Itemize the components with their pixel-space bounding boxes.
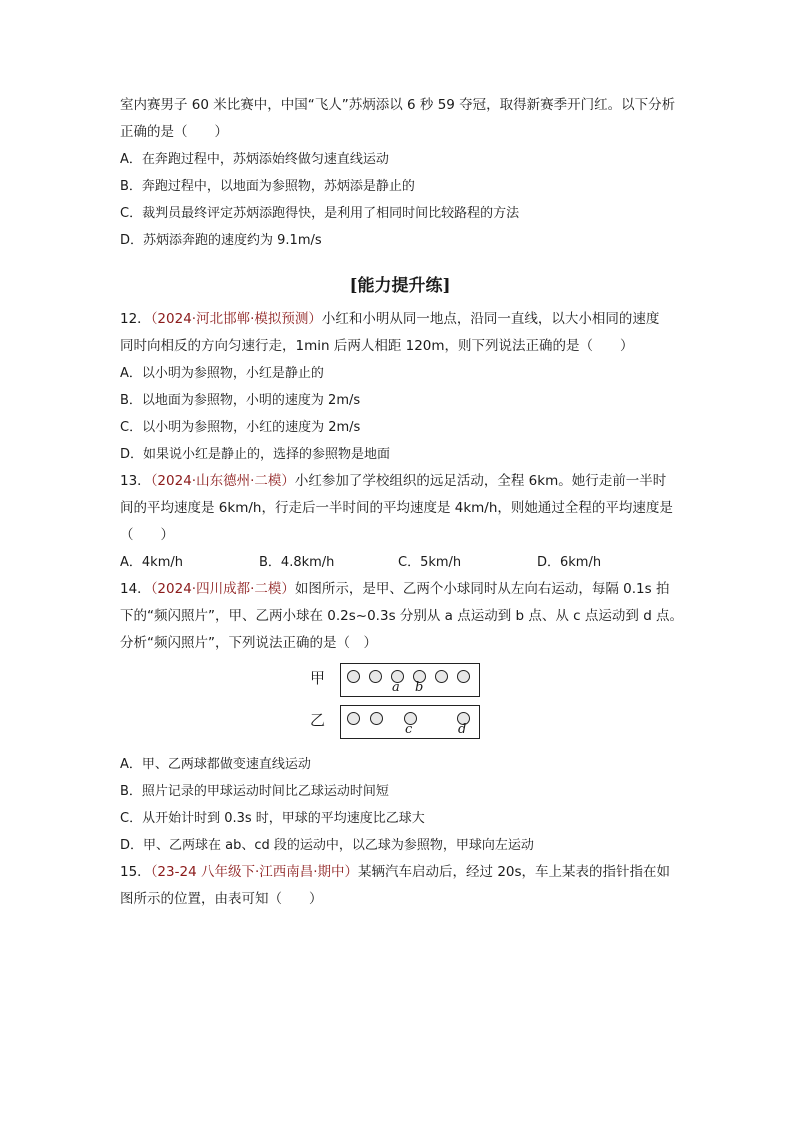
q12-option-a: A．以小明为参照物，小红是静止的 <box>120 366 324 381</box>
row-yi-box <box>340 705 480 739</box>
ball-yi-2 <box>370 712 383 725</box>
q11-option-c: C．裁判员最终评定苏炳添跑得快，是利用了相同时间比较路程的方法 <box>120 206 520 221</box>
point-b-label: b <box>415 680 424 695</box>
q15-number: 15． <box>120 864 151 880</box>
q11-stem-line2: 正确的是（ ） <box>120 124 228 140</box>
q13-option-a: A．4km/h <box>120 555 183 570</box>
q14-option-d: D．甲、乙两球在 ab、cd 段的运动中，以乙球为参照物，甲球向左运动 <box>120 838 534 853</box>
q14-source: （2024·四川成都·二模） <box>150 581 295 597</box>
q12-number: 12． <box>120 311 151 327</box>
q12-source: （2024·河北邯郸·模拟预测） <box>150 311 322 327</box>
q13-option-b: B．4.8km/h <box>259 555 335 570</box>
q13-stem-line3: （ ） <box>120 527 174 543</box>
q14-stem-line1 <box>120 576 680 603</box>
q14-option-c: C．从开始计时到 0.3s 时，甲球的平均速度比乙球大 <box>120 811 425 826</box>
q14-stem-text: 如图所示，是甲、乙两个小球同时从左向右运动，每隔 0.1s 拍 <box>294 581 670 597</box>
ball-jia-5 <box>435 670 448 683</box>
section-title: [能力提升练] <box>349 276 451 296</box>
q11-stem-line1: 室内赛男子 60 米比赛中，中国“飞人”苏炳添以 6 秒 59 夺冠，取得新赛季开门红。以下分析 <box>120 97 676 113</box>
q15-stem-line1 <box>120 859 680 886</box>
q13-stem-text: 小红参加了学校组织的远足活动，全程 6km。她行走前一半时 <box>294 473 667 489</box>
row-jia-box <box>340 663 480 697</box>
q14-stem-line3: 分析“频闪照片”，下列说法正确的是（ ） <box>120 635 377 651</box>
question-12 <box>120 306 680 468</box>
row-jia-label: 甲 <box>310 669 326 687</box>
question-11 <box>120 92 680 254</box>
q13-number: 13． <box>120 473 151 489</box>
q15-source: （23-24 八年级下·江西南昌·期中） <box>150 864 359 880</box>
q12-option-d: D．如果说小红是静止的，选择的参照物是地面 <box>120 447 391 462</box>
point-d-label: d <box>458 722 467 737</box>
q12-option-c: C．以小明为参照物，小红的速度为 2m/s <box>120 420 361 435</box>
q13-option-d: D．6km/h <box>537 555 602 570</box>
worksheet-page <box>120 92 684 913</box>
q13-option-c: C．5km/h <box>398 555 462 570</box>
ball-yi-1 <box>347 712 360 725</box>
point-c-label: c <box>405 722 413 737</box>
strobe-photo-figure <box>120 663 680 749</box>
q12-stem-text: 小红和小明从同一地点，沿同一直线，以大小相同的速度 <box>321 311 660 327</box>
q13-source: （2024·山东德州·二模） <box>150 473 295 489</box>
q14-stem-line2: 下的“频闪照片”，甲、乙两小球在 0.2s~0.3s 分别从 a 点运动到 b 点、从 c 点运动到 d 点。 <box>120 608 684 624</box>
q11-option-a: A．在奔跑过程中，苏炳添始终做匀速直线运动 <box>120 152 389 167</box>
point-a-label: a <box>392 680 400 695</box>
q13-stem-line2: 间的平均速度是 6km/h，行走后一半时间的平均速度是 4km/h，则她通过全程的平均速度是 <box>120 500 673 516</box>
question-14 <box>120 576 684 859</box>
q12-option-b: B．以地面为参照物，小明的速度为 2m/s <box>120 393 361 408</box>
row-yi-label: 乙 <box>310 711 326 729</box>
ball-jia-2 <box>369 670 382 683</box>
q11-option-b: B．奔跑过程中，以地面为参照物，苏炳添是静止的 <box>120 179 415 194</box>
q14-number: 14． <box>120 581 151 597</box>
q14-option-a: A．甲、乙两球都做变速直线运动 <box>120 757 311 772</box>
question-13 <box>120 468 680 576</box>
q11-option-d: D．苏炳添奔跑的速度约为 9.1m/s <box>120 233 322 248</box>
q12-stem-line1 <box>120 306 680 333</box>
ball-jia-6 <box>457 670 470 683</box>
q13-stem-line1 <box>120 468 680 495</box>
ball-jia-1 <box>347 670 360 683</box>
q12-stem-line2: 同时向相反的方向匀速行走，1min 后两人相距 120m，则下列说法正确的是（ ） <box>120 338 634 354</box>
q13-options-row <box>120 549 680 576</box>
q15-stem-text: 某辆汽车启动后，经过 20s，车上某表的指针指在如 <box>358 864 671 880</box>
q15-stem-line2: 图所示的位置，由表可知（ ） <box>120 891 323 907</box>
q14-option-b: B．照片记录的甲球运动时间比乙球运动时间短 <box>120 784 389 799</box>
question-15 <box>120 859 680 913</box>
